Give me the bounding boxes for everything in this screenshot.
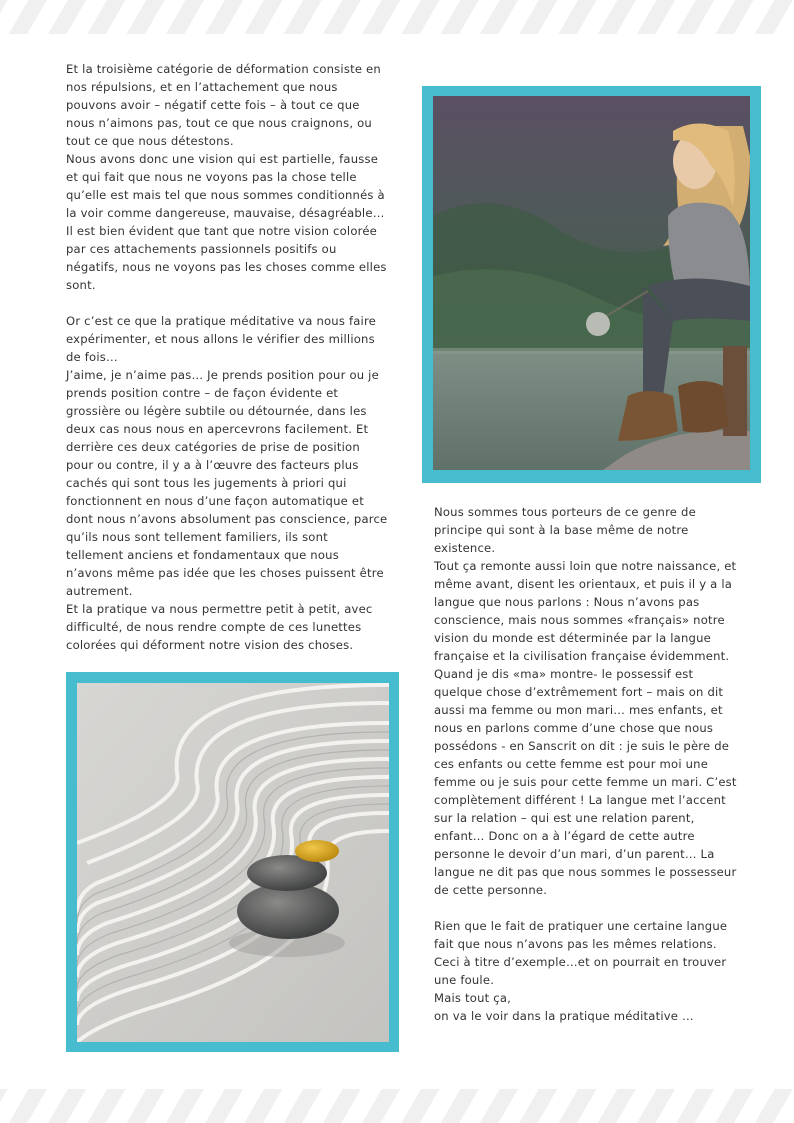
paragraph: on va le voir dans la pratique méditative …	[434, 1009, 694, 1023]
woman-lake-image	[433, 96, 750, 470]
top-stripe-band	[0, 0, 794, 34]
bottom-stripe-band	[0, 1089, 794, 1123]
paragraph: Et la troisième catégorie de déformation consiste en nos répulsions, et en l’attachement que nous pouvons avoir – négatif cette fois – à tout ce que nous n’aimons pas, tout ce que nous craignons, ou tout ce que nous détestons.	[66, 62, 381, 148]
paragraph: Mais tout ça,	[434, 991, 512, 1005]
zen-stones-photo	[66, 672, 399, 1052]
paragraph: Rien que le fait de pratiquer une certaine langue fait que nous n’avons pas les mêmes relations. Ceci à titre d’exemple…et on pourrait en trouver une foule.	[434, 919, 728, 987]
left-column-text	[66, 60, 388, 654]
paragraph: Tout ça remonte aussi loin que notre naissance, et même avant, disent les orientaux, et puis il y a la langue que nous parlons : Nous n’avons pas conscience, mais nous sommes «français» notre vision du monde est déterminée par la langue française et la civilisation française évidemment.	[434, 559, 737, 663]
right-column-text	[434, 503, 740, 1025]
paragraph: Quand je dis «ma» montre- le possessif est quelque chose d’extrêmement fort – mais on dit aussi ma femme ou mon mari… mes enfants, et nous en parlons comme d’une chose que nous possédons - en Sanscrit on dit : je suis le père de ces enfants ou cette femme est pour moi une femme ou je suis pour cette femme un mari. C’est complètement différent ! La langue met l’accent sur la relation – qui est une relation parent, enfant… Donc on a à l’égard de cette autre personne le devoir d’un mari, d’un parent… La langue ne dit pas que nous sommes le possesseur de cette personne.	[434, 667, 737, 897]
paragraph: Et la pratique va nous permettre petit à petit, avec difficulté, de nous rendre compte de ces lunettes colorées qui déforment notre vision des choses.	[66, 602, 373, 652]
paragraph: J’aime, je n’aime pas… Je prends position pour ou je prends position contre – de façon évidente et grossière ou légère subtile ou détournée, dans les deux cas nous nous en apercevrons facilement. Et derrière ces deux catégories de prise de position pour ou contre, il y a à l’œuvre des facteurs plus cachés qui sont tous les jugements à priori qui fonctionnent en nous d’une façon automatique et dont nous n’avons absolument pas conscience, parce qu’ils nous sont tellement familiers, ils sont tellement anciens et fondamentaux que nous n’avons même pas idée que les choses puissent être autrement.	[66, 368, 388, 598]
paragraph: Or c’est ce que la pratique méditative va nous faire expérimenter, et nous allons le vérifier des millions de fois…	[66, 314, 377, 364]
woman-lake-photo	[422, 86, 761, 483]
zen-garden-image	[77, 683, 389, 1042]
paragraph: Nous avons donc une vision qui est partielle, fausse et qui fait que nous ne voyons pas la chose telle qu’elle est mais tel que nous sommes conditionnés à la voir comme dangereuse, mauvaise, désagréable… Il est bien évident que tant que notre vision colorée par ces attachements passionnels positifs ou négatifs, nous ne voyons pas les choses comme elles sont.	[66, 152, 387, 292]
paragraph: Nous sommes tous porteurs de ce genre de principe qui sont à la base même de notre existence.	[434, 505, 696, 555]
